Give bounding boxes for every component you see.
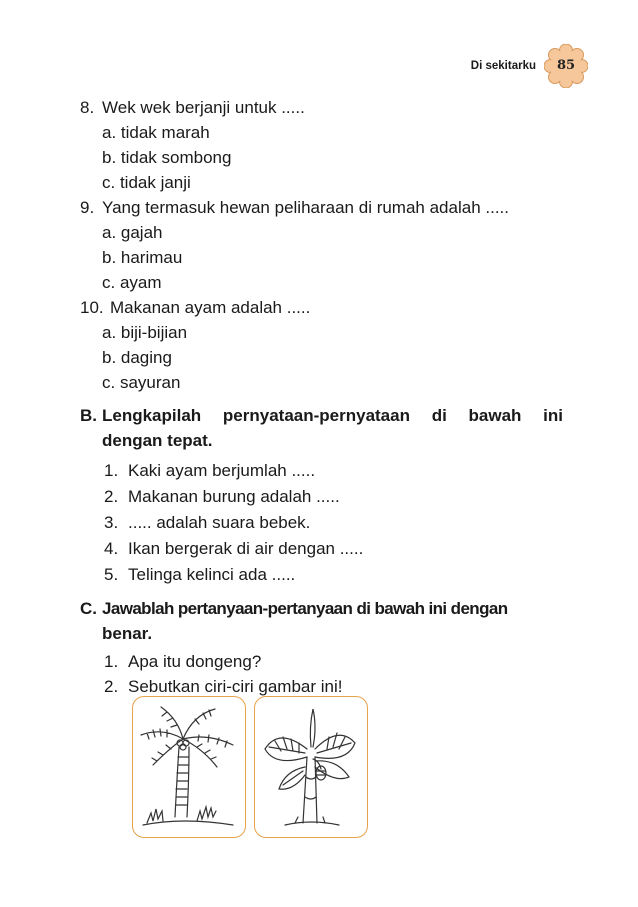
question-9 bbox=[80, 198, 509, 218]
option: b. harimau bbox=[102, 248, 183, 267]
question-number: 10. bbox=[80, 298, 104, 317]
item-text: ..... adalah suara bebek. bbox=[128, 513, 311, 532]
list-item bbox=[104, 461, 316, 481]
section-b-label: B. bbox=[80, 406, 97, 425]
list-item bbox=[104, 539, 364, 559]
question-10 bbox=[80, 298, 311, 318]
banana-tree-picture bbox=[254, 696, 368, 838]
section-b-instruction: Lengkapilah pernyataan-pernyataan di bawah ini bbox=[102, 406, 563, 425]
item-text: Sebutkan ciri-ciri gambar ini! bbox=[128, 677, 343, 696]
item-text: Ikan bergerak di air dengan ..... bbox=[128, 539, 364, 558]
option: a. tidak marah bbox=[102, 123, 210, 142]
page-number: 85 bbox=[556, 58, 576, 73]
coconut-tree-picture bbox=[132, 696, 246, 838]
list-item bbox=[104, 487, 340, 507]
question-text: Wek wek berjanji untuk ..... bbox=[102, 98, 305, 117]
option: c. ayam bbox=[102, 273, 162, 292]
option: b. daging bbox=[102, 348, 172, 367]
option: a. biji-bijian bbox=[102, 323, 188, 342]
item-number: 1. bbox=[104, 652, 119, 671]
item-text: Makanan burung adalah ..... bbox=[128, 487, 340, 506]
question-text: Yang termasuk hewan peliharaan di rumah adalah ..... bbox=[102, 198, 509, 217]
list-item bbox=[104, 513, 311, 533]
chapter-title: Di sekitarku bbox=[470, 60, 536, 72]
option: a. gajah bbox=[102, 223, 163, 242]
item-text: Telinga kelinci ada ..... bbox=[128, 565, 296, 584]
question-8 bbox=[80, 98, 305, 118]
item-text: Kaki ayam berjumlah ..... bbox=[128, 461, 316, 480]
question-text: Makanan ayam adalah ..... bbox=[110, 298, 311, 317]
question-number: 8. bbox=[80, 98, 95, 117]
item-number: 2. bbox=[104, 487, 119, 506]
question-number: 9. bbox=[80, 198, 95, 217]
list-item bbox=[104, 677, 343, 697]
coconut-tree-icon bbox=[133, 697, 245, 837]
item-number: 3. bbox=[104, 513, 119, 532]
section-c-label: C. bbox=[80, 599, 97, 618]
section-c-instruction: Jawablah pertanyaan-pertanyaan di bawah ini dengan bbox=[102, 599, 508, 618]
banana-tree-icon bbox=[255, 697, 367, 837]
option: c. tidak janji bbox=[102, 173, 191, 192]
option: b. tidak sombong bbox=[102, 148, 232, 167]
list-item bbox=[104, 565, 296, 585]
option: c. sayuran bbox=[102, 373, 181, 392]
item-text: Apa itu dongeng? bbox=[128, 652, 262, 671]
list-item bbox=[104, 652, 262, 672]
item-number: 1. bbox=[104, 461, 119, 480]
item-number: 2. bbox=[104, 677, 119, 696]
item-number: 4. bbox=[104, 539, 119, 558]
section-b-instruction-cont: dengan tepat. bbox=[102, 431, 213, 450]
item-number: 5. bbox=[104, 565, 119, 584]
section-c-instruction-cont: benar. bbox=[102, 624, 153, 643]
page-number-badge bbox=[544, 44, 588, 88]
